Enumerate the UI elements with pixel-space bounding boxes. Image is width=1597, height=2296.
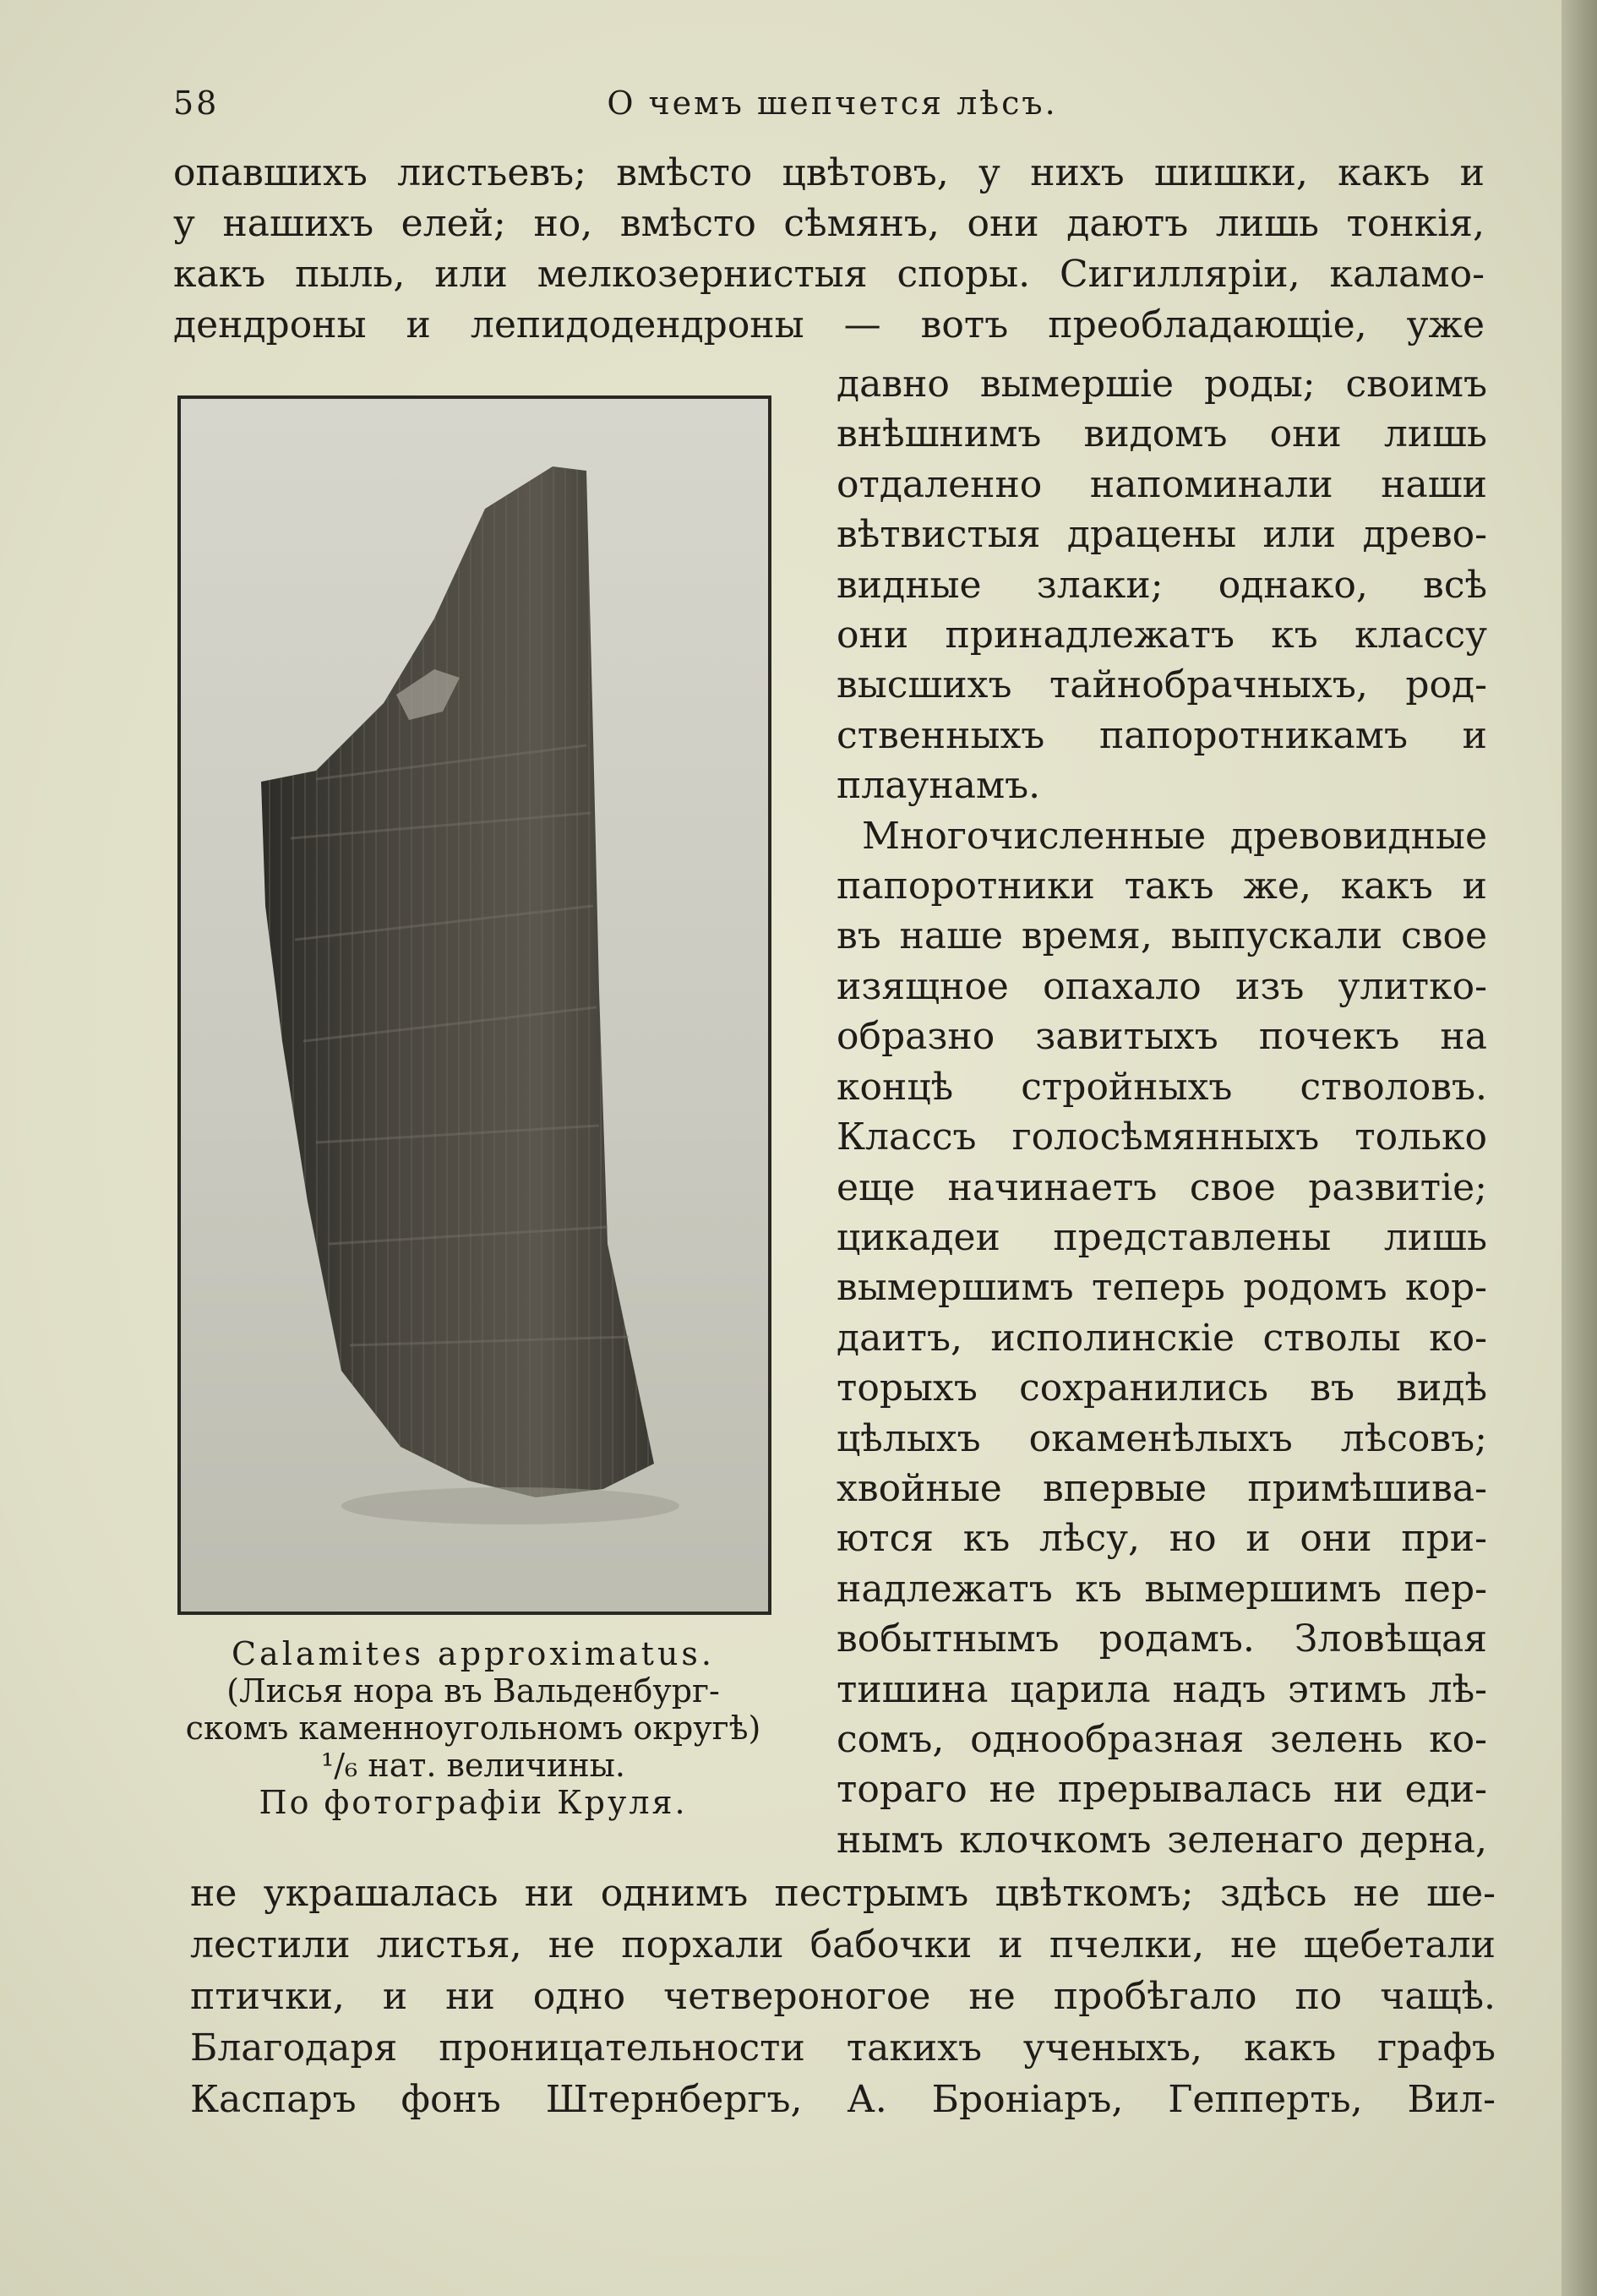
text-line: птички, и ни одно четвероногое не пробѣгало по чащѣ. (190, 1975, 1496, 2018)
text-line: ственныхъ папоротникамъ и (837, 713, 1487, 757)
fossil-photograph (177, 395, 771, 1615)
right-column-text (837, 359, 1487, 1865)
text-line: лестили листья, не порхали бабочки и пчелки, не щебетали (190, 1923, 1496, 1966)
text-line: даитъ, исполинскіе стволы ко- (837, 1316, 1487, 1360)
text-line: надлежатъ къ вымершимъ пер- (837, 1567, 1487, 1611)
text-line: плаунамъ. (837, 764, 1041, 808)
text-line: вымершимъ теперь родомъ кор- (837, 1266, 1487, 1310)
figure-caption (165, 1635, 782, 1821)
page-edge (1562, 0, 1597, 2296)
text-line: Многочисленные древовидные (862, 814, 1487, 858)
calamites-fossil-image (181, 399, 768, 1612)
page-number: 58 (173, 85, 220, 122)
text-line: давно вымершіе роды; своимъ (837, 363, 1487, 406)
text-line: Классъ голосѣмянныхъ только (837, 1115, 1487, 1159)
text-line: вѣтвистыя драцены или древо- (837, 513, 1487, 557)
text-line: не украшалась ни однимъ пестрымъ цвѣткомъ; здѣсь не ше- (190, 1872, 1496, 1915)
text-line: еще начинаетъ свое развитіе; (837, 1165, 1487, 1209)
page-header (173, 85, 1491, 135)
text-line: папоротники такъ же, какъ и (837, 864, 1487, 908)
running-title: О чемъ шепчется лѣсъ. (607, 85, 1058, 122)
text-line: какъ пыль, или мелкозернистыя споры. Сигилляріи, каламо- (173, 253, 1485, 296)
text-line: у нашихъ елей; но, вмѣсто сѣмянъ, они даютъ лишь тонкія, (173, 202, 1485, 245)
text-line: образно завитыхъ почекъ на (837, 1015, 1487, 1059)
text-line: видные злаки; однако, всѣ (837, 563, 1487, 607)
text-line: концѣ стройныхъ стволовъ. (837, 1065, 1487, 1109)
text-line: Благодаря проницательности такихъ ученыхъ, какъ графъ (190, 2026, 1496, 2070)
fossil-shadow (341, 1487, 679, 1524)
text-line: торыхъ сохранились въ видѣ (837, 1366, 1487, 1410)
caption-location-2: скомъ каменноугольномъ округѣ) (185, 1710, 761, 1747)
text-line: опавшихъ листьевъ; вмѣсто цвѣтовъ, у нихъ шишки, какъ и (173, 151, 1485, 194)
text-line: высшихъ тайнобрачныхъ, род- (837, 663, 1487, 707)
text-line: нымъ клочкомъ зеленаго дерна, (837, 1818, 1487, 1862)
text-line: тораго не прерывалась ни еди- (837, 1768, 1487, 1812)
text-line: тишина царила надъ этимъ лѣ- (837, 1667, 1487, 1711)
top-paragraph (173, 148, 1485, 351)
text-line: въ наше время, выпускали свое (837, 914, 1487, 958)
text-line: изящное опахало изъ улитко- (837, 964, 1487, 1008)
text-line: хвойные впервые примѣшива- (837, 1466, 1487, 1510)
caption-photo-credit: По фотографіи Круля. (259, 1784, 688, 1821)
text-line: вобытнымъ родамъ. Зловѣщая (837, 1617, 1487, 1661)
text-line: они принадлежатъ къ классу (837, 614, 1487, 657)
bottom-paragraph (190, 1868, 1496, 2125)
caption-scale: ¹/₆ нат. величины. (321, 1747, 625, 1784)
text-line: цикадеи представлены лишь (837, 1215, 1487, 1259)
text-line: Каспаръ фонъ Штернбергъ, А. Броніаръ, Гепперть, Вил- (190, 2078, 1496, 2121)
text-line: отдаленно напоминали наши (837, 462, 1487, 506)
text-line: дендроны и лепидодендроны — вотъ преобладающіе, уже (173, 303, 1485, 346)
text-line: сомъ, однообразная зелень ко- (837, 1717, 1487, 1761)
text-line: цѣлыхъ окаменѣлыхъ лѣсовъ; (837, 1416, 1487, 1460)
caption-species: Calamites approximatus. (231, 1635, 715, 1672)
text-line: ются къ лѣсу, но и они при- (837, 1517, 1487, 1561)
text-line: внѣшнимъ видомъ они лишь (837, 412, 1487, 456)
caption-location-1: (Лисья нора въ Вальденбург- (226, 1672, 720, 1710)
